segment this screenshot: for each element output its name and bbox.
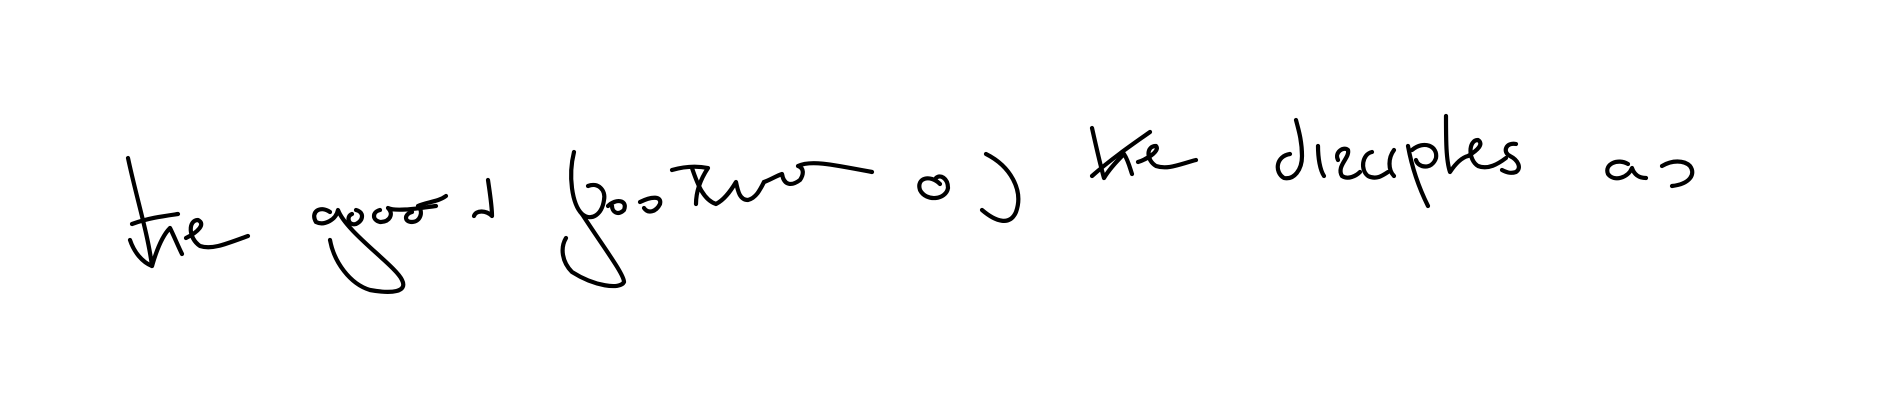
handwritten-word-fortune — [563, 152, 872, 286]
handwritten-word-of — [919, 154, 1018, 221]
handwritten-word-as — [1607, 162, 1692, 187]
handwritten-word-the-2 — [1092, 128, 1196, 178]
handwritten-word-the-1 — [128, 158, 248, 266]
handwritten-word-disciples — [1278, 116, 1519, 206]
handwritten-word-good — [314, 180, 492, 292]
